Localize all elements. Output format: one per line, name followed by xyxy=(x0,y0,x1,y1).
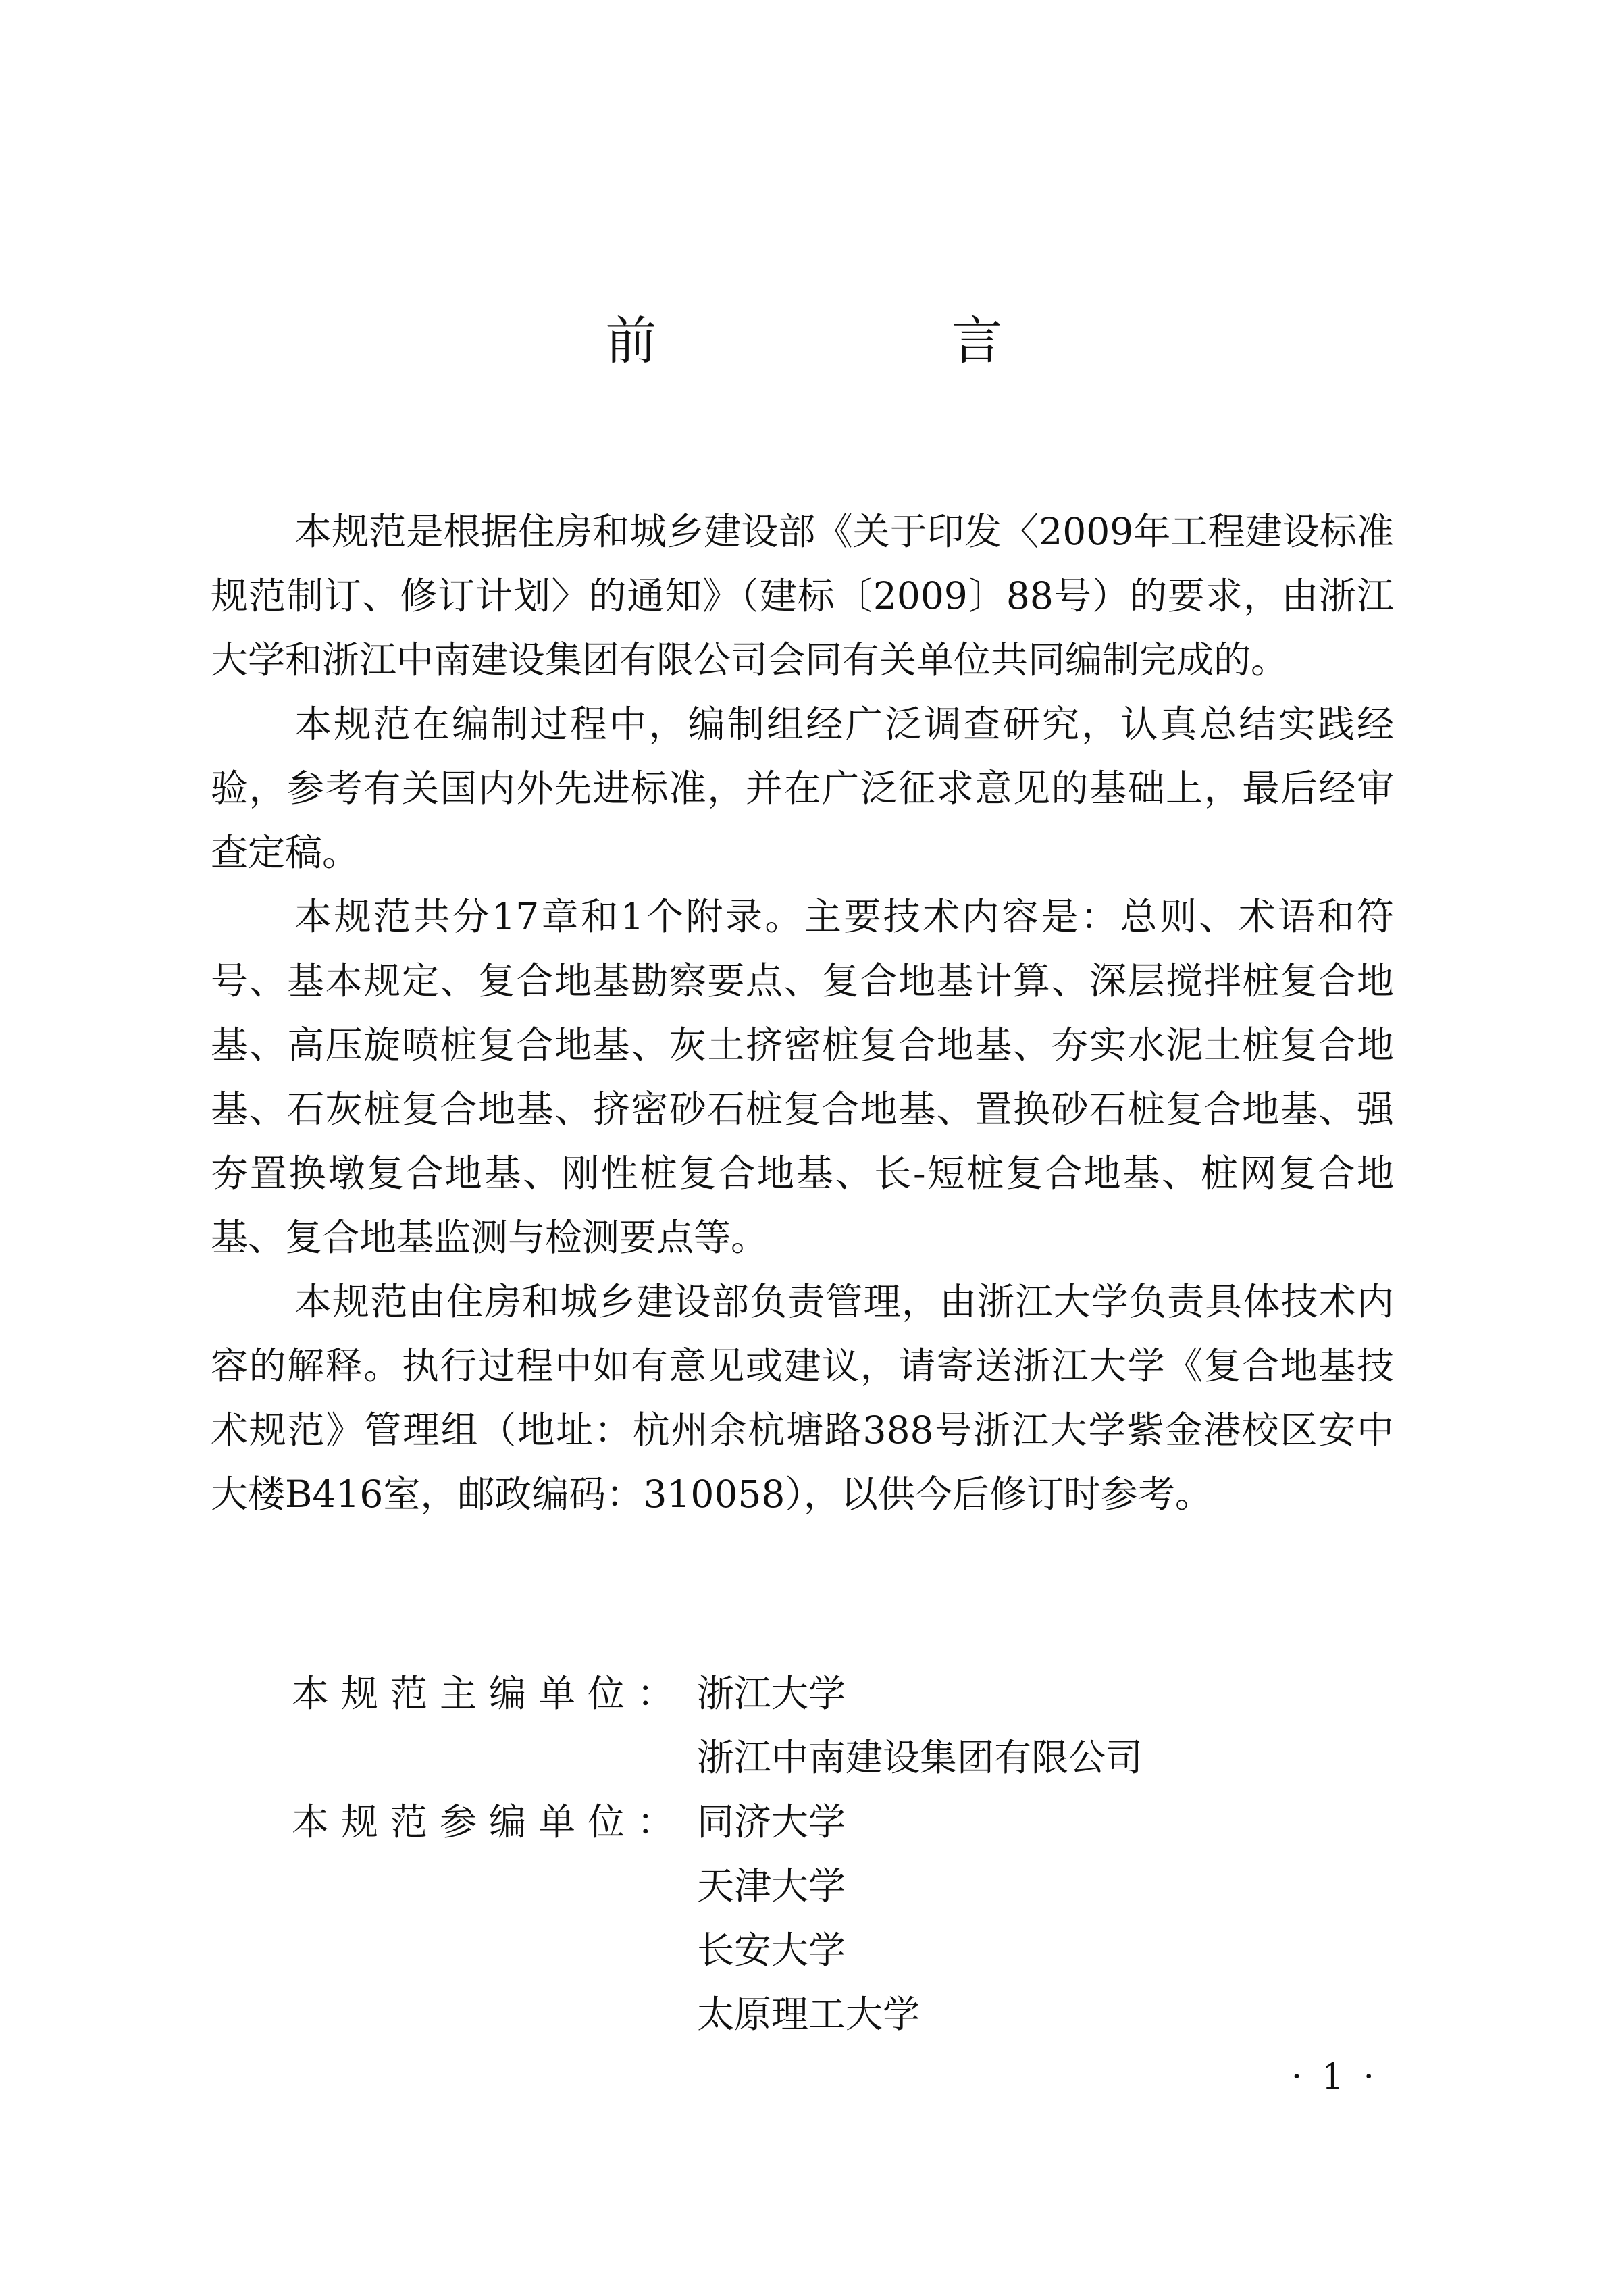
participating-unit-name: 长安大学 xyxy=(697,1929,846,1972)
participating-unit-name: 天津大学 xyxy=(697,1864,846,1908)
chief-units-label: 本规范主编单位： xyxy=(292,1672,687,1715)
page-number: · 1 · xyxy=(1291,2057,1378,2097)
chief-unit-name: 浙江大学 xyxy=(697,1672,846,1715)
paragraph-2: 本规范在编制过程中，编制组经广泛调查研究，认真总结实践经验，参考有关国内外先进标准，并在广泛征求意见的基础上，最后经审查定稿。 xyxy=(211,703,1394,874)
chief-unit-row xyxy=(292,1662,1440,1726)
participating-unit-row xyxy=(292,1983,1440,2047)
paragraph-1: 本规范是根据住房和城乡建设部《关于印发〈2009年工程建设标准规范制订、修订计划〉的通知》（建标〔2009〕88号）的要求，由浙江大学和浙江中南建设集团有限公司会同有关单位共同编制完成的。 xyxy=(211,510,1394,682)
preface-body xyxy=(211,500,1394,1527)
participating-unit-name: 同济大学 xyxy=(697,1800,846,1843)
paragraph-3: 本规范共分17章和1个附录。主要技术内容是：总则、术语和符号、基本规定、复合地基勘察要点、复合地基计算、深层搅拌桩复合地基、高压旋喷桩复合地基、灰土挤密桩复合地基、夯实水泥土桩复合地基、石灰桩复合地基、挤密砂石桩复合地基、置换砂石桩复合地基、强夯置换墩复合地基、刚性桩复合地基、长-短桩复合地基、桩网复合地基、复合地基监测与检测要点等。 xyxy=(211,895,1394,1259)
participating-unit-name: 太原理工大学 xyxy=(697,1993,920,2036)
units-list xyxy=(292,1662,1440,2047)
chief-unit-row xyxy=(292,1726,1440,1790)
page-title: 前 言 xyxy=(605,311,1124,371)
participating-unit-row xyxy=(292,1854,1440,1918)
chief-unit-name: 浙江中南建设集团有限公司 xyxy=(697,1736,1143,1779)
paragraph-4: 本规范由住房和城乡建设部负责管理，由浙江大学负责具体技术内容的解释。执行过程中如有意见或建议，请寄送浙江大学《复合地基技术规范》管理组（地址：杭州余杭塘路388号浙江大学紫金港校区安中大楼B416室，邮政编码：310058），以供今后修订时参考。 xyxy=(211,1280,1394,1516)
participating-unit-row xyxy=(292,1918,1440,1983)
participating-units-label: 本规范参编单位： xyxy=(292,1800,687,1843)
participating-unit-row xyxy=(292,1790,1440,1854)
